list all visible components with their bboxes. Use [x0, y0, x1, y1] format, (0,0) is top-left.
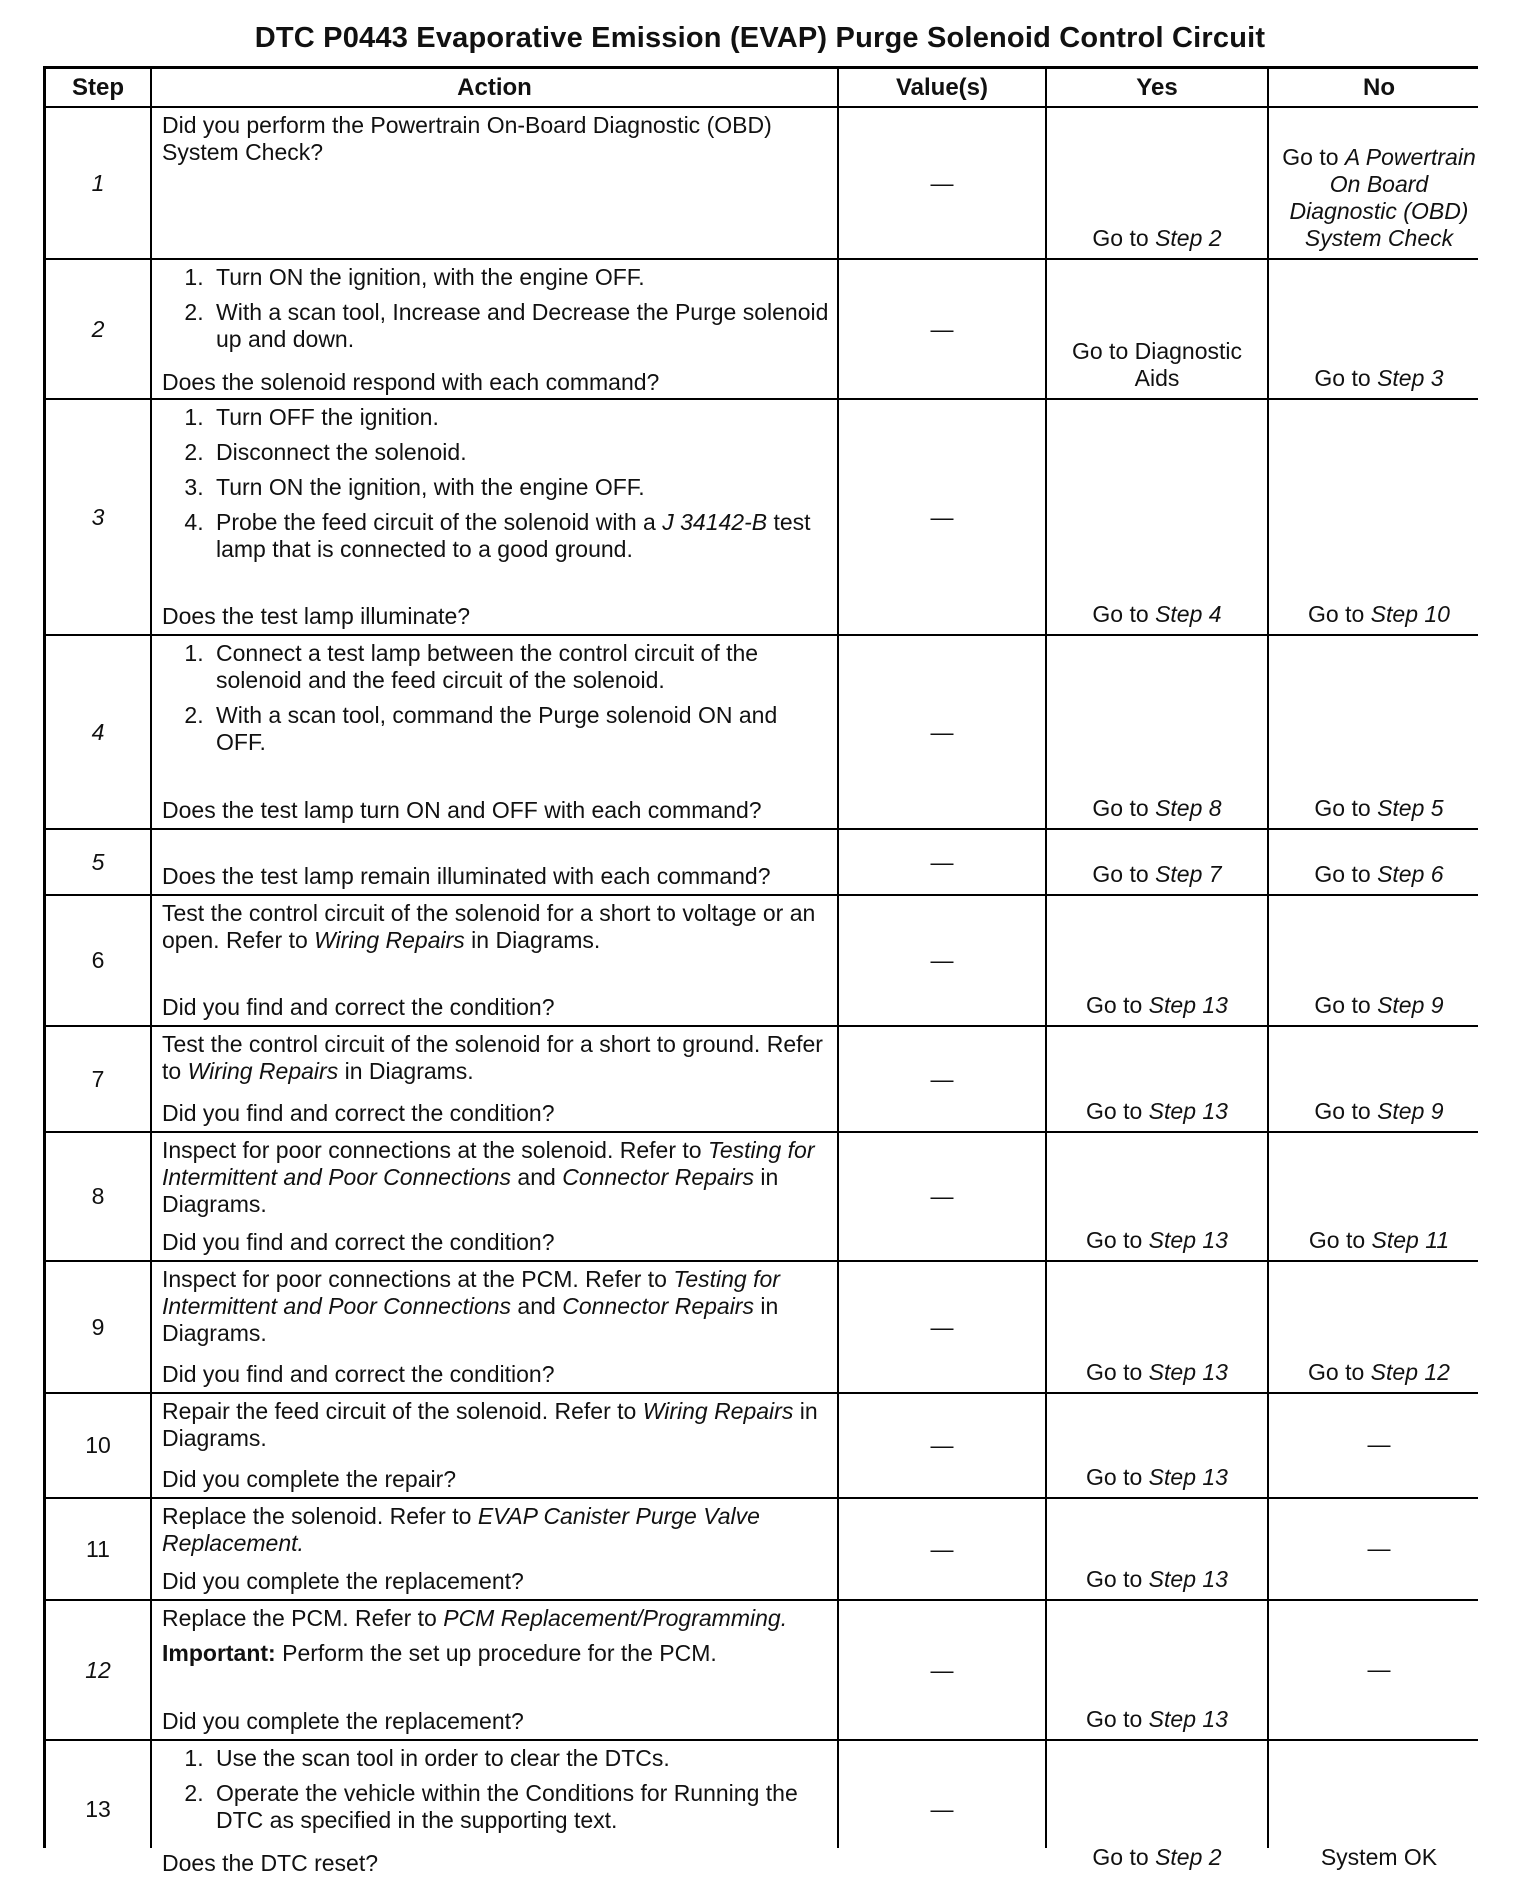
yes-result-text: [1086, 1464, 1228, 1491]
no-result-text: [1308, 1359, 1450, 1386]
header-step: Step: [46, 69, 150, 106]
reference-text: Step 9: [1377, 1098, 1444, 1124]
reference-text: Step 13: [1148, 1098, 1228, 1124]
yes-result: [1047, 1027, 1267, 1131]
action-list-item: [210, 702, 829, 756]
no-result-text: [1309, 1227, 1449, 1254]
yes-result-text: [1092, 861, 1221, 888]
yes-result-text: [1086, 1566, 1228, 1593]
action-list-item: [210, 264, 829, 291]
action-cell: [152, 1499, 837, 1599]
text-run: Go to: [1086, 1706, 1149, 1732]
reference-text: J 34142-B: [662, 509, 768, 535]
no-result: [1269, 1027, 1489, 1131]
action-list-item: [210, 640, 829, 694]
action-paragraph: [162, 900, 829, 954]
no-result-text: [1368, 1656, 1391, 1683]
no-result: [1269, 1601, 1489, 1739]
text-run: Turn ON the ignition, with the engine OFF.: [216, 474, 645, 500]
no-result: [1269, 1262, 1489, 1392]
text-run: Go to: [1086, 992, 1149, 1018]
text-run: —: [1367, 1655, 1391, 1682]
yes-result: [1047, 1499, 1267, 1599]
value-cell: —: [839, 830, 1045, 894]
action-paragraph: [162, 1266, 829, 1347]
yes-result: [1047, 400, 1267, 634]
reference-text: Testing for Intermittent and Poor Connections: [162, 1266, 780, 1319]
reference-text: Step 13: [1148, 1706, 1228, 1732]
text-run: in Diagrams.: [338, 1058, 474, 1084]
action-question: [162, 369, 829, 396]
action-paragraph: [162, 112, 829, 166]
yes-result: [1047, 260, 1267, 398]
page-title: DTC P0443 Evaporative Emission (EVAP) Purge Solenoid Control Circuit: [254, 22, 1266, 54]
text-run: Turn OFF the ignition.: [216, 404, 439, 430]
text-run: Does the test lamp illuminate?: [162, 603, 471, 629]
header-yes: Yes: [1047, 69, 1267, 106]
action-cell: [152, 636, 837, 828]
no-result-text: [1314, 365, 1443, 392]
no-result: [1269, 260, 1489, 398]
reference-text: Step 7: [1155, 861, 1222, 887]
reference-text: A Powertrain On Board Diagnostic (OBD) System Check: [1289, 144, 1476, 251]
action-question: [162, 603, 829, 630]
action-list-item: [210, 299, 829, 353]
yes-result: [1047, 636, 1267, 828]
text-run: Operate the vehicle within the Conditions for Running the DTC as specified in the supporting text.: [216, 1780, 798, 1833]
step-number: 11: [46, 1499, 150, 1599]
value-cell: —: [839, 400, 1045, 634]
step-number: 6: [46, 896, 150, 1025]
action-paragraph: [162, 1605, 829, 1632]
reference-text: PCM Replacement/Programming.: [443, 1605, 788, 1631]
text-run: Go to: [1308, 601, 1371, 627]
no-result-text: [1368, 1431, 1391, 1458]
value-cell: —: [839, 260, 1045, 398]
value-cell: —: [839, 1741, 1045, 1877]
action-cell: [152, 1262, 837, 1392]
value-cell: —: [839, 636, 1045, 828]
value-cell: —: [839, 1601, 1045, 1739]
text-run: With a scan tool, command the Purge solenoid ON and OFF.: [216, 702, 778, 755]
action-cell: [152, 830, 837, 894]
text-run: Go to: [1092, 225, 1156, 251]
no-result: [1269, 108, 1489, 258]
text-run: Test the control circuit of the solenoid for a short to ground. Refer to: [162, 1031, 823, 1084]
text-run: Go to: [1314, 795, 1378, 821]
reference-text: Testing for Intermittent and Poor Connections: [162, 1137, 815, 1190]
action-list: [162, 264, 829, 361]
reference-text: Connector Repairs: [562, 1164, 754, 1190]
step-number: 10: [46, 1394, 150, 1497]
value-cell: —: [839, 896, 1045, 1025]
text-run: Go to: [1308, 1359, 1371, 1385]
no-result: [1269, 1499, 1489, 1599]
text-run: Did you complete the replacement?: [162, 1708, 524, 1734]
text-run: Go to: [1314, 992, 1378, 1018]
reference-text: Step 5: [1377, 795, 1444, 821]
value-cell: —: [839, 1499, 1045, 1599]
header-no: No: [1269, 69, 1489, 106]
step-number: 9: [46, 1262, 150, 1392]
text-run: Go to: [1086, 1464, 1149, 1490]
step-number: 8: [46, 1133, 150, 1260]
action-question: [162, 1229, 829, 1256]
no-result-text: [1314, 1098, 1443, 1125]
no-result: [1269, 400, 1489, 634]
text-run: Did you perform the Powertrain On-Board Diagnostic (OBD) System Check?: [162, 112, 772, 165]
action-cell: [152, 1601, 837, 1739]
step-number: 12: [46, 1601, 150, 1739]
yes-result: [1047, 1741, 1267, 1877]
text-run: Perform the set up procedure for the PCM.: [275, 1640, 717, 1666]
step-number: 2: [46, 260, 150, 398]
text-run: in Diagrams.: [162, 1164, 779, 1217]
action-cell: [152, 1027, 837, 1131]
reference-text: Step 13: [1148, 1227, 1228, 1253]
yes-result-text: [1092, 1844, 1221, 1871]
reference-text: Wiring Repairs: [642, 1398, 794, 1424]
text-run: —: [1367, 1534, 1391, 1561]
text-run: Go to: [1282, 144, 1345, 170]
text-run: Go to: [1314, 1098, 1378, 1124]
yes-result-text: [1086, 992, 1228, 1019]
yes-result-text: [1086, 1359, 1228, 1386]
no-result-text: [1308, 601, 1450, 628]
reference-text: Step 3: [1377, 365, 1444, 391]
text-run: Replace the solenoid. Refer to: [162, 1503, 478, 1529]
action-paragraph: [162, 1137, 829, 1218]
no-result-text: [1275, 144, 1483, 252]
text-run: test lamp that is connected to a good ground.: [216, 509, 811, 562]
text-run: in Diagrams.: [464, 927, 601, 953]
action-question: [162, 1850, 829, 1877]
text-run: Go to: [1314, 861, 1378, 887]
yes-result: [1047, 108, 1267, 258]
yes-result: [1047, 896, 1267, 1025]
no-result-text: [1368, 1535, 1391, 1562]
yes-result: [1047, 1601, 1267, 1739]
value-cell: —: [839, 1133, 1045, 1260]
action-list-item: [210, 509, 829, 563]
text-run: Use the scan tool in order to clear the DTCs.: [216, 1745, 670, 1771]
text-run: Go to Diagnostic Aids: [1071, 338, 1243, 391]
reference-text: Step 13: [1148, 1464, 1228, 1490]
text-run: Did you find and correct the condition?: [162, 994, 555, 1020]
yes-result: [1047, 1394, 1267, 1497]
action-list-item: [210, 1780, 829, 1834]
yes-result: [1047, 1262, 1267, 1392]
step-number: 13: [46, 1741, 150, 1877]
step-number: 1: [46, 108, 150, 258]
step-number: 4: [46, 636, 150, 828]
reference-text: Step 13: [1148, 1566, 1228, 1592]
text-run: in Diagrams.: [162, 1398, 818, 1451]
reference-text: Connector Repairs: [562, 1293, 754, 1319]
action-cell: [152, 108, 837, 258]
action-paragraph: [162, 1640, 829, 1667]
action-question: [162, 1708, 829, 1735]
text-run: Did you complete the replacement?: [162, 1568, 524, 1594]
yes-result: [1047, 1133, 1267, 1260]
reference-text: Step 11: [1371, 1227, 1450, 1253]
reference-text: Step 6: [1377, 861, 1444, 887]
text-run: Probe the feed circuit of the solenoid with a: [216, 509, 663, 535]
text-run: Connect a test lamp between the control circuit of the solenoid and the feed circuit of the solenoid.: [216, 640, 759, 693]
action-paragraph: [162, 1398, 829, 1452]
action-question: [162, 797, 829, 824]
action-cell: [152, 1394, 837, 1497]
text-run: Go to: [1314, 365, 1378, 391]
text-run: Did you find and correct the condition?: [162, 1229, 555, 1255]
emphasis-text: Important:: [162, 1640, 276, 1666]
text-run: Go to: [1092, 1844, 1156, 1870]
action-cell: [152, 400, 837, 634]
reference-text: Wiring Repairs: [187, 1058, 339, 1084]
action-question: [162, 863, 829, 890]
reference-text: Step 8: [1155, 795, 1222, 821]
no-result: [1269, 830, 1489, 894]
action-question: [162, 1100, 829, 1127]
text-run: Go to: [1086, 1359, 1149, 1385]
value-cell: —: [839, 1027, 1045, 1131]
text-run: in Diagrams.: [162, 1293, 779, 1346]
text-run: Go to: [1092, 861, 1156, 887]
action-list-item: [210, 439, 829, 466]
text-run: Does the solenoid respond with each command?: [162, 369, 660, 395]
no-result-text: [1314, 861, 1443, 888]
yes-result-text: [1086, 1227, 1228, 1254]
text-run: System OK: [1320, 1844, 1438, 1870]
text-run: Does the test lamp turn ON and OFF with each command?: [162, 797, 762, 823]
no-result: [1269, 1741, 1489, 1877]
step-number: 5: [46, 830, 150, 894]
text-run: Did you complete the repair?: [162, 1466, 457, 1492]
action-list: [162, 1745, 829, 1842]
value-cell: —: [839, 1394, 1045, 1497]
no-result: [1269, 1394, 1489, 1497]
reference-text: EVAP Canister Purge Valve Replacement.: [162, 1503, 760, 1556]
yes-result-text: [1092, 601, 1221, 628]
yes-result: [1047, 830, 1267, 894]
text-run: Test the control circuit of the solenoid for a short to voltage or an open. Refer to: [162, 900, 816, 953]
no-result-text: [1314, 992, 1443, 1019]
no-result-text: [1314, 795, 1443, 822]
reference-text: Step 9: [1377, 992, 1444, 1018]
text-run: Did you find and correct the condition?: [162, 1361, 555, 1387]
reference-text: Step 4: [1155, 601, 1222, 627]
text-run: Does the test lamp remain illuminated with each command?: [162, 863, 771, 889]
yes-result-text: [1086, 1098, 1228, 1125]
text-run: Go to: [1092, 601, 1156, 627]
no-result: [1269, 636, 1489, 828]
text-run: Turn ON the ignition, with the engine OFF.: [216, 264, 645, 290]
text-run: Go to: [1086, 1566, 1149, 1592]
text-run: Go to: [1092, 795, 1156, 821]
text-run: and: [511, 1293, 563, 1319]
action-list: [162, 640, 829, 764]
reference-text: Step 13: [1148, 992, 1228, 1018]
text-run: Inspect for poor connections at the solenoid. Refer to: [162, 1137, 708, 1163]
action-question: [162, 1361, 829, 1388]
reference-text: Step 12: [1370, 1359, 1450, 1385]
text-run: Did you find and correct the condition?: [162, 1100, 555, 1126]
diagnostic-table: [43, 66, 1478, 1876]
text-run: —: [1367, 1431, 1391, 1457]
yes-result-text: [1092, 795, 1221, 822]
text-run: Replace the PCM. Refer to: [162, 1605, 444, 1631]
value-cell: —: [839, 1262, 1045, 1392]
value-cell: —: [839, 108, 1045, 258]
action-list-item: [210, 404, 829, 431]
action-paragraph: [162, 1031, 829, 1085]
reference-text: Step 10: [1370, 601, 1450, 627]
text-run: With a scan tool, Increase and Decrease the Purge solenoid up and down.: [216, 299, 829, 352]
action-cell: [152, 896, 837, 1025]
no-result: [1269, 896, 1489, 1025]
action-paragraph: [162, 1503, 829, 1557]
action-question: [162, 1568, 829, 1595]
action-cell: [152, 1133, 837, 1260]
text-run: Repair the feed circuit of the solenoid. Refer to: [162, 1398, 643, 1424]
action-cell: [152, 1741, 837, 1877]
no-result: [1269, 1133, 1489, 1260]
text-run: Go to: [1086, 1098, 1149, 1124]
reference-text: Step 2: [1155, 225, 1222, 251]
yes-result-text: [1053, 338, 1261, 392]
reference-text: Step 2: [1155, 1844, 1222, 1870]
text-run: Disconnect the solenoid.: [216, 439, 467, 465]
action-cell: [152, 260, 837, 398]
text-run: Go to: [1308, 1227, 1372, 1253]
header-values: Value(s): [839, 69, 1045, 106]
reference-text: Wiring Repairs: [314, 927, 465, 953]
action-question: [162, 1466, 829, 1493]
text-run: Go to: [1086, 1227, 1149, 1253]
text-run: and: [511, 1164, 563, 1190]
header-action: Action: [152, 69, 837, 106]
step-number: 7: [46, 1027, 150, 1131]
action-list-item: [210, 474, 829, 501]
yes-result-text: [1086, 1706, 1228, 1733]
no-result-text: [1321, 1844, 1437, 1871]
action-list: [162, 404, 829, 571]
step-number: 3: [46, 400, 150, 634]
reference-text: Step 13: [1148, 1359, 1228, 1385]
text-run: Does the DTC reset?: [162, 1850, 379, 1876]
text-run: Inspect for poor connections at the PCM. Refer to: [162, 1266, 674, 1292]
yes-result-text: [1092, 225, 1221, 252]
action-question: [162, 994, 829, 1021]
action-list-item: [210, 1745, 829, 1772]
